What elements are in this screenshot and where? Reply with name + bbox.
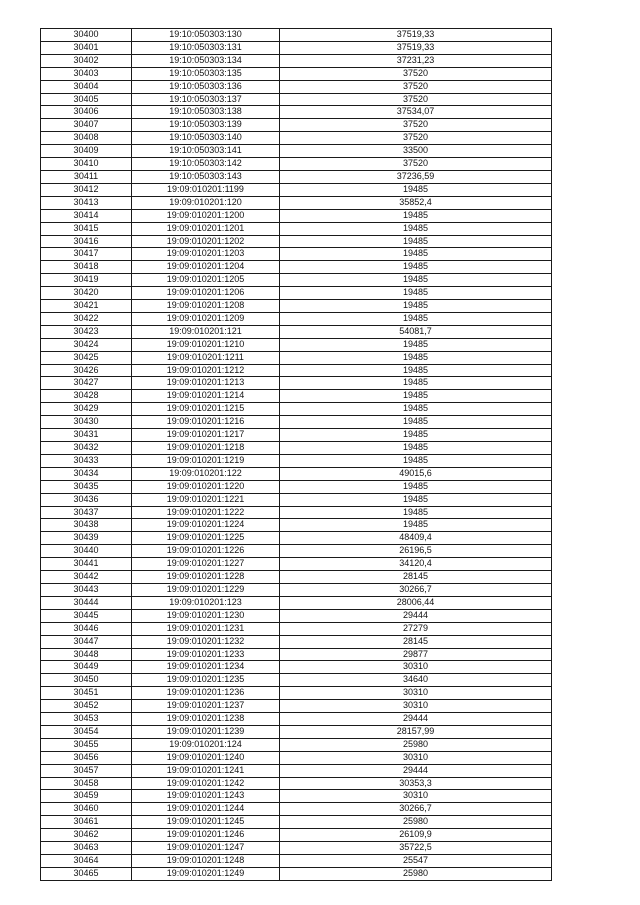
row-number-cell: 30401 xyxy=(41,41,132,54)
cadastral-number-cell: 19:09:010201:1236 xyxy=(132,687,280,700)
table-row xyxy=(41,609,552,622)
table-row xyxy=(41,274,552,287)
cadastral-number-cell: 19:09:010201:1221 xyxy=(132,493,280,506)
table-row xyxy=(41,80,552,93)
cadastral-number-cell: 19:09:010201:1246 xyxy=(132,829,280,842)
row-number-cell: 30451 xyxy=(41,687,132,700)
value-cell: 19485 xyxy=(280,209,552,222)
table-row xyxy=(41,429,552,442)
cadastral-number-cell: 19:09:010201:1199 xyxy=(132,183,280,196)
value-cell: 19485 xyxy=(280,429,552,442)
value-cell: 25980 xyxy=(280,816,552,829)
table-row xyxy=(41,635,552,648)
table-row xyxy=(41,287,552,300)
row-number-cell: 30422 xyxy=(41,312,132,325)
value-cell: 29444 xyxy=(280,764,552,777)
cadastral-number-cell: 19:09:010201:1237 xyxy=(132,700,280,713)
table-row xyxy=(41,54,552,67)
row-number-cell: 30450 xyxy=(41,674,132,687)
row-number-cell: 30458 xyxy=(41,777,132,790)
row-number-cell: 30443 xyxy=(41,583,132,596)
value-cell: 28145 xyxy=(280,571,552,584)
row-number-cell: 30411 xyxy=(41,170,132,183)
value-cell: 33500 xyxy=(280,145,552,158)
value-cell: 48409,4 xyxy=(280,532,552,545)
value-cell: 34120,4 xyxy=(280,558,552,571)
table-row xyxy=(41,842,552,855)
value-cell: 28006,44 xyxy=(280,596,552,609)
cadastral-number-cell: 19:09:010201:120 xyxy=(132,196,280,209)
table-row xyxy=(41,67,552,80)
table-row xyxy=(41,351,552,364)
table-row xyxy=(41,196,552,209)
row-number-cell: 30431 xyxy=(41,429,132,442)
row-number-cell: 30404 xyxy=(41,80,132,93)
row-number-cell: 30406 xyxy=(41,106,132,119)
cadastral-number-cell: 19:09:010201:1215 xyxy=(132,403,280,416)
table-row xyxy=(41,209,552,222)
value-cell: 37534,07 xyxy=(280,106,552,119)
value-cell: 19485 xyxy=(280,222,552,235)
value-cell: 19485 xyxy=(280,403,552,416)
cadastral-number-cell: 19:09:010201:1226 xyxy=(132,545,280,558)
value-cell: 26109,9 xyxy=(280,829,552,842)
cadastral-number-cell: 19:10:050303:140 xyxy=(132,132,280,145)
table-row xyxy=(41,41,552,54)
table-row xyxy=(41,132,552,145)
cadastral-number-cell: 19:09:010201:1210 xyxy=(132,338,280,351)
cadastral-number-cell: 19:09:010201:122 xyxy=(132,467,280,480)
cadastral-number-cell: 19:09:010201:1225 xyxy=(132,532,280,545)
cadastral-number-cell: 19:09:010201:1206 xyxy=(132,287,280,300)
value-cell: 19485 xyxy=(280,351,552,364)
cadastral-number-cell: 19:09:010201:1202 xyxy=(132,235,280,248)
table-row xyxy=(41,390,552,403)
row-number-cell: 30432 xyxy=(41,442,132,455)
row-number-cell: 30412 xyxy=(41,183,132,196)
table-row xyxy=(41,493,552,506)
value-cell: 37231,23 xyxy=(280,54,552,67)
value-cell: 34640 xyxy=(280,674,552,687)
row-number-cell: 30417 xyxy=(41,248,132,261)
cadastral-number-cell: 19:09:010201:1247 xyxy=(132,842,280,855)
table-row xyxy=(41,183,552,196)
row-number-cell: 30444 xyxy=(41,596,132,609)
value-cell: 30310 xyxy=(280,700,552,713)
table-row xyxy=(41,106,552,119)
row-number-cell: 30465 xyxy=(41,867,132,880)
value-cell: 35722,5 xyxy=(280,842,552,855)
cadastral-number-cell: 19:10:050303:130 xyxy=(132,29,280,42)
value-cell: 19485 xyxy=(280,338,552,351)
table-row xyxy=(41,364,552,377)
value-cell: 25980 xyxy=(280,738,552,751)
row-number-cell: 30463 xyxy=(41,842,132,855)
value-cell: 19485 xyxy=(280,183,552,196)
cadastral-number-cell: 19:09:010201:1216 xyxy=(132,416,280,429)
row-number-cell: 30424 xyxy=(41,338,132,351)
row-number-cell: 30423 xyxy=(41,325,132,338)
row-number-cell: 30402 xyxy=(41,54,132,67)
value-cell: 37519,33 xyxy=(280,29,552,42)
row-number-cell: 30415 xyxy=(41,222,132,235)
table-row xyxy=(41,312,552,325)
cadastral-number-cell: 19:09:010201:1213 xyxy=(132,377,280,390)
row-number-cell: 30448 xyxy=(41,648,132,661)
value-cell: 30310 xyxy=(280,751,552,764)
row-number-cell: 30460 xyxy=(41,803,132,816)
value-cell: 25980 xyxy=(280,867,552,880)
cadastral-number-cell: 19:09:010201:1204 xyxy=(132,261,280,274)
cadastral-number-cell: 19:09:010201:1218 xyxy=(132,442,280,455)
cadastral-number-cell: 19:10:050303:131 xyxy=(132,41,280,54)
table-row xyxy=(41,816,552,829)
table-row xyxy=(41,325,552,338)
table-row xyxy=(41,674,552,687)
cadastral-number-cell: 19:09:010201:1217 xyxy=(132,429,280,442)
row-number-cell: 30456 xyxy=(41,751,132,764)
table-row xyxy=(41,442,552,455)
value-cell: 29444 xyxy=(280,609,552,622)
row-number-cell: 30425 xyxy=(41,351,132,364)
table-row xyxy=(41,248,552,261)
table-row xyxy=(41,261,552,274)
row-number-cell: 30416 xyxy=(41,235,132,248)
value-cell: 19485 xyxy=(280,377,552,390)
row-number-cell: 30434 xyxy=(41,467,132,480)
row-number-cell: 30452 xyxy=(41,700,132,713)
cadastral-number-cell: 19:09:010201:1232 xyxy=(132,635,280,648)
cadastral-number-cell: 19:10:050303:142 xyxy=(132,158,280,171)
value-cell: 28157,99 xyxy=(280,725,552,738)
row-number-cell: 30447 xyxy=(41,635,132,648)
value-cell: 30266,7 xyxy=(280,803,552,816)
row-number-cell: 30445 xyxy=(41,609,132,622)
row-number-cell: 30420 xyxy=(41,287,132,300)
table-row xyxy=(41,777,552,790)
value-cell: 30310 xyxy=(280,687,552,700)
row-number-cell: 30435 xyxy=(41,480,132,493)
cadastral-number-cell: 19:10:050303:139 xyxy=(132,119,280,132)
value-cell: 19485 xyxy=(280,300,552,313)
row-number-cell: 30426 xyxy=(41,364,132,377)
table-row xyxy=(41,583,552,596)
table-row xyxy=(41,480,552,493)
cadastral-number-cell: 19:09:010201:1235 xyxy=(132,674,280,687)
cadastral-number-cell: 19:09:010201:1234 xyxy=(132,661,280,674)
cadastral-number-cell: 19:09:010201:1208 xyxy=(132,300,280,313)
cadastral-number-cell: 19:09:010201:124 xyxy=(132,738,280,751)
cadastral-number-cell: 19:09:010201:1214 xyxy=(132,390,280,403)
table-row xyxy=(41,738,552,751)
value-cell: 30310 xyxy=(280,661,552,674)
table-row xyxy=(41,855,552,868)
value-cell: 37520 xyxy=(280,80,552,93)
table-row xyxy=(41,338,552,351)
table-row xyxy=(41,571,552,584)
row-number-cell: 30454 xyxy=(41,725,132,738)
table-row xyxy=(41,867,552,880)
value-cell: 37520 xyxy=(280,119,552,132)
cadastral-number-cell: 19:09:010201:1220 xyxy=(132,480,280,493)
table-row xyxy=(41,506,552,519)
cadastral-number-cell: 19:09:010201:1228 xyxy=(132,571,280,584)
row-number-cell: 30429 xyxy=(41,403,132,416)
table-row xyxy=(41,377,552,390)
cadastral-number-cell: 19:09:010201:1224 xyxy=(132,519,280,532)
value-cell: 25547 xyxy=(280,855,552,868)
value-cell: 54081,7 xyxy=(280,325,552,338)
value-cell: 19485 xyxy=(280,519,552,532)
cadastral-number-cell: 19:09:010201:1227 xyxy=(132,558,280,571)
value-cell: 37236,59 xyxy=(280,170,552,183)
cadastral-number-cell: 19:09:010201:1245 xyxy=(132,816,280,829)
value-cell: 35852,4 xyxy=(280,196,552,209)
row-number-cell: 30428 xyxy=(41,390,132,403)
cadastral-number-cell: 19:09:010201:1248 xyxy=(132,855,280,868)
cadastral-number-cell: 19:10:050303:143 xyxy=(132,170,280,183)
row-number-cell: 30455 xyxy=(41,738,132,751)
table-row xyxy=(41,700,552,713)
cadastral-number-cell: 19:10:050303:137 xyxy=(132,93,280,106)
cadastral-number-cell: 19:10:050303:138 xyxy=(132,106,280,119)
table-row xyxy=(41,519,552,532)
value-cell: 30353,3 xyxy=(280,777,552,790)
value-cell: 27279 xyxy=(280,622,552,635)
row-number-cell: 30408 xyxy=(41,132,132,145)
value-cell: 19485 xyxy=(280,493,552,506)
row-number-cell: 30446 xyxy=(41,622,132,635)
value-cell: 19485 xyxy=(280,416,552,429)
table-row xyxy=(41,119,552,132)
table-body xyxy=(41,29,552,881)
table-row xyxy=(41,558,552,571)
cadastral-number-cell: 19:09:010201:1211 xyxy=(132,351,280,364)
cadastral-number-cell: 19:09:010201:123 xyxy=(132,596,280,609)
row-number-cell: 30407 xyxy=(41,119,132,132)
row-number-cell: 30410 xyxy=(41,158,132,171)
cadastral-number-cell: 19:10:050303:135 xyxy=(132,67,280,80)
value-cell: 37520 xyxy=(280,93,552,106)
table-row xyxy=(41,622,552,635)
table-row xyxy=(41,790,552,803)
row-number-cell: 30438 xyxy=(41,519,132,532)
value-cell: 19485 xyxy=(280,454,552,467)
cadastral-number-cell: 19:10:050303:136 xyxy=(132,80,280,93)
table-row xyxy=(41,648,552,661)
cadastral-number-cell: 19:09:010201:1242 xyxy=(132,777,280,790)
value-cell: 19485 xyxy=(280,506,552,519)
cadastral-number-cell: 19:09:010201:1240 xyxy=(132,751,280,764)
cadastral-number-cell: 19:09:010201:1205 xyxy=(132,274,280,287)
row-number-cell: 30440 xyxy=(41,545,132,558)
row-number-cell: 30414 xyxy=(41,209,132,222)
table-row xyxy=(41,29,552,42)
value-cell: 19485 xyxy=(280,442,552,455)
table-row xyxy=(41,467,552,480)
row-number-cell: 30418 xyxy=(41,261,132,274)
value-cell: 29877 xyxy=(280,648,552,661)
value-cell: 19485 xyxy=(280,312,552,325)
row-number-cell: 30436 xyxy=(41,493,132,506)
row-number-cell: 30464 xyxy=(41,855,132,868)
row-number-cell: 30441 xyxy=(41,558,132,571)
row-number-cell: 30421 xyxy=(41,300,132,313)
value-cell: 37520 xyxy=(280,132,552,145)
value-cell: 19485 xyxy=(280,287,552,300)
table-row xyxy=(41,764,552,777)
cadastral-number-cell: 19:09:010201:1209 xyxy=(132,312,280,325)
table-row xyxy=(41,532,552,545)
table-row xyxy=(41,222,552,235)
value-cell: 30310 xyxy=(280,790,552,803)
row-number-cell: 30419 xyxy=(41,274,132,287)
row-number-cell: 30442 xyxy=(41,571,132,584)
table-row xyxy=(41,235,552,248)
row-number-cell: 30437 xyxy=(41,506,132,519)
table-row xyxy=(41,803,552,816)
value-cell: 19485 xyxy=(280,261,552,274)
value-cell: 37520 xyxy=(280,67,552,80)
row-number-cell: 30405 xyxy=(41,93,132,106)
table-row xyxy=(41,596,552,609)
table-row xyxy=(41,751,552,764)
value-cell: 19485 xyxy=(280,390,552,403)
table-row xyxy=(41,170,552,183)
cadastral-number-cell: 19:09:010201:1244 xyxy=(132,803,280,816)
value-cell: 29444 xyxy=(280,713,552,726)
table-row xyxy=(41,545,552,558)
cadastral-number-cell: 19:09:010201:1201 xyxy=(132,222,280,235)
table-row xyxy=(41,687,552,700)
value-cell: 28145 xyxy=(280,635,552,648)
cadastral-value-table xyxy=(40,28,552,881)
row-number-cell: 30427 xyxy=(41,377,132,390)
cadastral-number-cell: 19:09:010201:1200 xyxy=(132,209,280,222)
cadastral-number-cell: 19:09:010201:1241 xyxy=(132,764,280,777)
table-row xyxy=(41,158,552,171)
row-number-cell: 30462 xyxy=(41,829,132,842)
value-cell: 19485 xyxy=(280,235,552,248)
table-row xyxy=(41,403,552,416)
table-row xyxy=(41,713,552,726)
cadastral-number-cell: 19:10:050303:134 xyxy=(132,54,280,67)
value-cell: 26196,5 xyxy=(280,545,552,558)
row-number-cell: 30461 xyxy=(41,816,132,829)
cadastral-number-cell: 19:09:010201:121 xyxy=(132,325,280,338)
cadastral-number-cell: 19:09:010201:1230 xyxy=(132,609,280,622)
table-row xyxy=(41,661,552,674)
value-cell: 49015,6 xyxy=(280,467,552,480)
table-row xyxy=(41,829,552,842)
cadastral-number-cell: 19:09:010201:1229 xyxy=(132,583,280,596)
row-number-cell: 30430 xyxy=(41,416,132,429)
cadastral-number-cell: 19:09:010201:1238 xyxy=(132,713,280,726)
value-cell: 30266,7 xyxy=(280,583,552,596)
row-number-cell: 30459 xyxy=(41,790,132,803)
row-number-cell: 30449 xyxy=(41,661,132,674)
value-cell: 19485 xyxy=(280,480,552,493)
row-number-cell: 30413 xyxy=(41,196,132,209)
cadastral-number-cell: 19:09:010201:1249 xyxy=(132,867,280,880)
table-row xyxy=(41,454,552,467)
cadastral-number-cell: 19:09:010201:1222 xyxy=(132,506,280,519)
row-number-cell: 30409 xyxy=(41,145,132,158)
row-number-cell: 30403 xyxy=(41,67,132,80)
table-row xyxy=(41,93,552,106)
table-row xyxy=(41,145,552,158)
table-row xyxy=(41,416,552,429)
row-number-cell: 30400 xyxy=(41,29,132,42)
cadastral-number-cell: 19:09:010201:1243 xyxy=(132,790,280,803)
cadastral-number-cell: 19:09:010201:1212 xyxy=(132,364,280,377)
row-number-cell: 30457 xyxy=(41,764,132,777)
data-sheet xyxy=(40,28,551,881)
cadastral-number-cell: 19:09:010201:1239 xyxy=(132,725,280,738)
cadastral-number-cell: 19:09:010201:1219 xyxy=(132,454,280,467)
row-number-cell: 30453 xyxy=(41,713,132,726)
row-number-cell: 30433 xyxy=(41,454,132,467)
value-cell: 37520 xyxy=(280,158,552,171)
cadastral-number-cell: 19:09:010201:1231 xyxy=(132,622,280,635)
cadastral-number-cell: 19:09:010201:1203 xyxy=(132,248,280,261)
value-cell: 19485 xyxy=(280,248,552,261)
value-cell: 37519,33 xyxy=(280,41,552,54)
cadastral-number-cell: 19:10:050303:141 xyxy=(132,145,280,158)
table-row xyxy=(41,300,552,313)
value-cell: 19485 xyxy=(280,274,552,287)
value-cell: 19485 xyxy=(280,364,552,377)
cadastral-number-cell: 19:09:010201:1233 xyxy=(132,648,280,661)
row-number-cell: 30439 xyxy=(41,532,132,545)
table-row xyxy=(41,725,552,738)
